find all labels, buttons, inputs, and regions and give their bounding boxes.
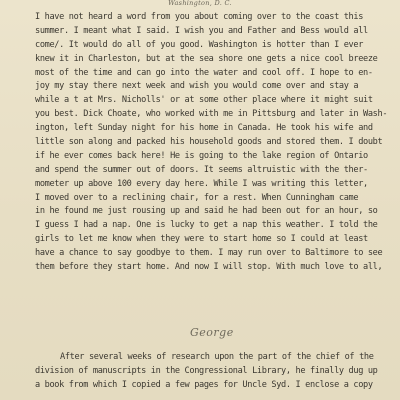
letter-line: I moved over to a reclining chair, for a rest. When Cunningham came [35, 192, 359, 203]
letter-body [35, 11, 395, 275]
letter-line: and spend the summer out of doors. It seems altruistic with the ther- [35, 164, 368, 175]
letter-line: I guess I had a nap. One is lucky to get a nap this weather. I told the [35, 220, 378, 231]
note-line: a book from which I copied a few pages for Uncle Syd. I enclose a copy [35, 379, 373, 390]
note-line: division of manuscripts in the Congressional Library, he finally dug up [35, 365, 378, 376]
letter-line: them before they start home. And now I will stop. With much love to all, [35, 262, 383, 273]
letter-line: most of the time and can go into the water and cool off. I hope to en- [35, 67, 373, 78]
note-line: After several weeks of research upon the part of the chief of the [60, 352, 374, 362]
typed-note [35, 351, 395, 393]
letter-line: ington, left Sunday night for his home in Canada. He took his wife and [35, 123, 373, 134]
letter-line: summer. I meant what I said. I wish you and Father and Bess would all [35, 25, 368, 36]
letter-line: joy my stay there next week and wish you would come over and stay a [35, 81, 359, 92]
letter-line: I have not heard a word from you about coming over to the coast this [35, 12, 364, 22]
letter-line: you best. Dick Choate, who worked with me in Pittsburg and later in Wash- [35, 109, 388, 120]
letterhead: Washington, D. C. [168, 0, 232, 7]
letter-line: while a t at Mrs. Nicholls' or at some other place where it might suit [35, 95, 373, 106]
letter-line: girls to let me know when they were to start home so I could at least [35, 234, 368, 245]
letter-line: in he found me just rousing up and said he had been out for an hour, so [35, 206, 378, 217]
letter-line: knew it in Charleston, but at the sea shore one gets a nice cool breeze [35, 53, 378, 64]
letter-line: if he ever comes back here! He is going to the lake region of Ontario [35, 150, 368, 161]
letter-line: have a chance to say goodbye to them. I may run over to Baltimore to see [35, 248, 383, 259]
handwritten-signature: George [190, 326, 234, 339]
letter-line: come/. It would do all of you good. Washington is hotter than I ever [35, 39, 364, 50]
letter-line: little son along and packed his household goods and stored them. I doubt [35, 137, 383, 148]
letter-line: mometer up above 100 every day here. While I was writing this letter, [35, 178, 368, 189]
